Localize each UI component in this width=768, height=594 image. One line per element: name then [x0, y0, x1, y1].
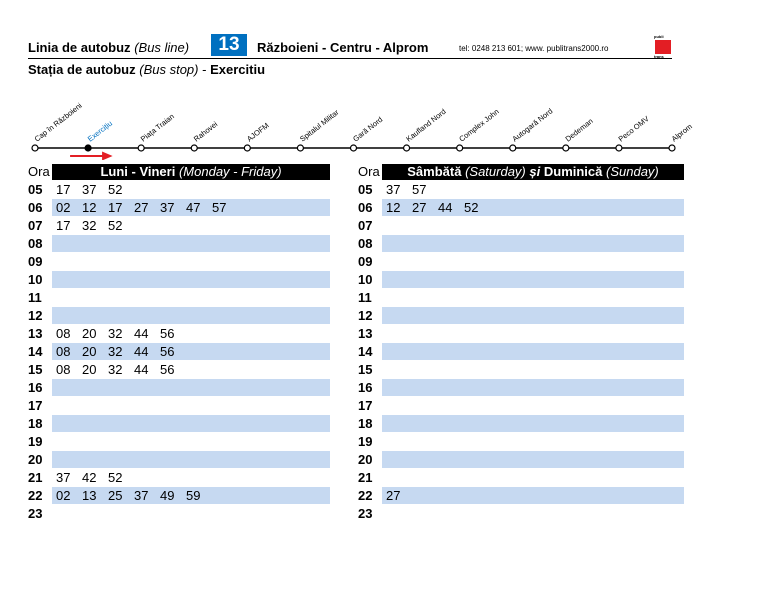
- minutes-cell: [382, 505, 684, 522]
- stop-separator: -: [202, 62, 207, 77]
- departure-minute: 56: [160, 344, 175, 359]
- timetable-row: [28, 469, 330, 486]
- minutes-cell: [382, 397, 684, 414]
- minutes-cell: [52, 235, 330, 252]
- hour-cell: 13: [358, 326, 373, 341]
- timetable-row: [358, 307, 684, 324]
- timetable-row: [358, 415, 684, 432]
- departure-minute: 59: [186, 488, 201, 503]
- timetable-row: [28, 415, 330, 432]
- route-stop-marker: [351, 145, 357, 151]
- departure-minute: 02: [56, 200, 71, 215]
- timetable-row: [28, 217, 330, 234]
- departure-minute: 57: [212, 200, 227, 215]
- hour-cell: 18: [358, 416, 373, 431]
- minutes-cell: [52, 217, 330, 234]
- hour-cell: 08: [358, 236, 373, 251]
- timetable-row: [28, 181, 330, 198]
- hour-cell: 09: [358, 254, 373, 269]
- departure-minute: 37: [134, 488, 149, 503]
- departure-minute: 20: [82, 362, 97, 377]
- timetable-row: [358, 325, 684, 342]
- route-stop-label: Complex John: [457, 106, 501, 144]
- route-stop-marker: [32, 145, 38, 151]
- weekend-title-bar: [382, 164, 684, 180]
- departure-minute: 47: [186, 200, 201, 215]
- timetable-row: [358, 397, 684, 414]
- minutes-cell: [52, 253, 330, 270]
- minutes-cell: [52, 451, 330, 468]
- stop-name: Exercitiu: [210, 62, 266, 77]
- weekday-title-bar: [52, 164, 330, 180]
- minutes-cell: [382, 325, 684, 342]
- hour-cell: 12: [28, 308, 43, 323]
- timetable-row: [358, 235, 684, 252]
- hour-cell: 10: [28, 272, 43, 287]
- timetable-row: [28, 289, 330, 306]
- departure-minute: 17: [56, 182, 71, 197]
- minutes-cell: [52, 343, 330, 360]
- timetable-row: [358, 343, 684, 360]
- route-stop-label: Kaufland Nord: [404, 106, 448, 144]
- route-stop-label: Piața Traian: [138, 111, 176, 144]
- minutes-cell: [382, 253, 684, 270]
- hour-cell: 11: [358, 290, 372, 305]
- hour-cell: 17: [28, 398, 43, 413]
- route-stop-label: Gară Nord: [351, 114, 385, 144]
- departure-minute: 08: [56, 326, 71, 341]
- timetable-row: [358, 253, 684, 270]
- departure-minute: 52: [108, 470, 123, 485]
- sunday-title: Duminică: [543, 164, 603, 179]
- route-stop-marker: [85, 145, 91, 151]
- departure-minute: 27: [134, 200, 149, 215]
- hour-cell: 16: [358, 380, 373, 395]
- hour-cell: 22: [358, 488, 373, 503]
- minutes-cell: [382, 181, 684, 198]
- timetable-row: [28, 505, 330, 522]
- hour-cell: 14: [358, 344, 373, 359]
- timetable-row: [358, 199, 684, 216]
- route-stop-label: Dedeman: [563, 116, 595, 144]
- minutes-cell: [382, 289, 684, 306]
- hour-cell: 19: [28, 434, 43, 449]
- hour-cell: 19: [358, 434, 373, 449]
- timetable-row: [358, 505, 684, 522]
- departure-minute: 37: [56, 470, 71, 485]
- minutes-cell: [52, 433, 330, 450]
- route-stop-marker: [616, 145, 622, 151]
- departure-minute: 17: [108, 200, 123, 215]
- hour-cell: 06: [28, 200, 43, 215]
- minutes-cell: [382, 235, 684, 252]
- minutes-cell: [382, 199, 684, 216]
- timetable-row: [358, 271, 684, 288]
- hour-cell: 23: [358, 506, 373, 521]
- departure-minute: 52: [108, 182, 123, 197]
- departure-minute: 32: [108, 326, 123, 341]
- hour-cell: 21: [358, 470, 373, 485]
- route-stop-label: Spitalul Militar: [298, 107, 341, 144]
- hour-cell: 15: [28, 362, 43, 377]
- minutes-cell: [52, 415, 330, 432]
- minutes-cell: [382, 361, 684, 378]
- header-divider: [28, 58, 672, 59]
- minutes-cell: [382, 379, 684, 396]
- minutes-cell: [52, 505, 330, 522]
- hour-cell: 15: [358, 362, 373, 377]
- stop-prefix: Stația de autobuz: [28, 62, 136, 77]
- minutes-cell: [52, 361, 330, 378]
- minutes-cell: [382, 343, 684, 360]
- departure-minute: 56: [160, 362, 175, 377]
- stop-label: [28, 62, 265, 77]
- route-stop-marker: [510, 145, 516, 151]
- hour-cell: 12: [358, 308, 373, 323]
- timetable-row: [358, 289, 684, 306]
- minutes-cell: [52, 487, 330, 504]
- minutes-cell: [52, 271, 330, 288]
- logo-red-block: [655, 40, 671, 54]
- timetable-row: [358, 487, 684, 504]
- route-stop-marker: [138, 145, 144, 151]
- timetable-row: [28, 307, 330, 324]
- departure-minute: 37: [82, 182, 97, 197]
- hour-cell: 05: [358, 182, 373, 197]
- timetable-row: [28, 271, 330, 288]
- route-stop-marker: [297, 145, 303, 151]
- minutes-cell: [52, 469, 330, 486]
- departure-minute: 08: [56, 344, 71, 359]
- line-label: [28, 40, 189, 55]
- hour-cell: 23: [28, 506, 43, 521]
- minutes-cell: [382, 217, 684, 234]
- hour-cell: 05: [28, 182, 43, 197]
- hour-cell: 22: [28, 488, 43, 503]
- timetable-row: [28, 379, 330, 396]
- stop-prefix-en: (Bus stop): [139, 62, 199, 77]
- departure-minute: 25: [108, 488, 123, 503]
- departure-minute: 12: [386, 200, 401, 215]
- departure-minute: 32: [108, 344, 123, 359]
- minutes-cell: [382, 307, 684, 324]
- route-stop-label: Rahovei: [191, 119, 220, 144]
- minutes-cell: [52, 199, 330, 216]
- line-number-badge: 13: [211, 34, 247, 56]
- timetable-row: [28, 433, 330, 450]
- timetable-row: [28, 487, 330, 504]
- weekend-and: și: [529, 164, 541, 179]
- route-stop-label: Alprom: [669, 121, 694, 144]
- departure-minute: 44: [134, 326, 149, 341]
- minutes-cell: [52, 181, 330, 198]
- departure-minute: 44: [134, 362, 149, 377]
- route-stop-label: Cap în Războieni: [32, 101, 84, 144]
- departure-minute: 57: [412, 182, 427, 197]
- departure-minute: 44: [438, 200, 453, 215]
- minutes-cell: [52, 397, 330, 414]
- weekday-title: Luni - Vineri: [100, 164, 176, 179]
- timetable-row: [28, 199, 330, 216]
- departure-minute: 49: [160, 488, 175, 503]
- minutes-cell: [52, 325, 330, 342]
- minutes-cell: [382, 433, 684, 450]
- hour-cell: 20: [358, 452, 373, 467]
- line-prefix-en: (Bus line): [134, 40, 190, 55]
- saturday-title-en: (Saturday): [465, 164, 526, 179]
- minutes-cell: [382, 469, 684, 486]
- logo-text-bottom: trans: [654, 54, 664, 59]
- departure-minute: 56: [160, 326, 175, 341]
- hour-cell: 08: [28, 236, 43, 251]
- route-stop-marker: [404, 145, 410, 151]
- route-diagram: [0, 80, 768, 160]
- departure-minute: 12: [82, 200, 97, 215]
- route-stop-marker: [457, 145, 463, 151]
- timetable-row: [28, 325, 330, 342]
- timetable-row: [358, 181, 684, 198]
- hour-cell: 07: [358, 218, 373, 233]
- hour-cell: 10: [358, 272, 373, 287]
- hour-cell: 11: [28, 290, 42, 305]
- hour-cell: 07: [28, 218, 43, 233]
- departure-minute: 44: [134, 344, 149, 359]
- publitrans-logo: [654, 34, 672, 58]
- hour-cell: 13: [28, 326, 43, 341]
- departure-minute: 37: [160, 200, 175, 215]
- departure-minute: 42: [82, 470, 97, 485]
- departure-minute: 27: [412, 200, 427, 215]
- departure-minute: 52: [464, 200, 479, 215]
- contact-info: tel: 0248 213 601; www. publitrans2000.ro: [459, 44, 609, 53]
- timetable-row: [28, 235, 330, 252]
- departure-minute: 08: [56, 362, 71, 377]
- line-prefix: Linia de autobuz: [28, 40, 131, 55]
- weekend-hour-label: Ora: [358, 164, 380, 179]
- departure-minute: 20: [82, 326, 97, 341]
- route-name: Războieni - Centru - Alprom: [257, 40, 429, 55]
- weekday-hour-label: Ora: [28, 164, 50, 179]
- timetable-row: [358, 433, 684, 450]
- departure-minute: 27: [386, 488, 401, 503]
- hour-cell: 18: [28, 416, 43, 431]
- departure-minute: 37: [386, 182, 401, 197]
- route-stop-marker: [669, 145, 675, 151]
- timetable-row: [358, 361, 684, 378]
- direction-arrow-icon: [70, 153, 110, 159]
- route-stop-marker: [244, 145, 250, 151]
- timetable-row: [28, 361, 330, 378]
- minutes-cell: [52, 289, 330, 306]
- timetable-row: [28, 343, 330, 360]
- minutes-cell: [382, 451, 684, 468]
- timetable-row: [358, 469, 684, 486]
- weekday-title-en: (Monday - Friday): [178, 164, 282, 179]
- hour-cell: 20: [28, 452, 43, 467]
- hour-cell: 21: [28, 470, 43, 485]
- logo-text-top: publi: [654, 34, 664, 39]
- hour-cell: 16: [28, 380, 43, 395]
- hour-cell: 14: [28, 344, 43, 359]
- minutes-cell: [52, 307, 330, 324]
- route-stop-label: Exercițiu: [85, 118, 114, 144]
- minutes-cell: [382, 415, 684, 432]
- timetable-row: [358, 379, 684, 396]
- departure-minute: 20: [82, 344, 97, 359]
- sunday-title-en: (Sunday): [606, 164, 659, 179]
- route-stop-label: Autogară Nord: [510, 106, 555, 144]
- departure-minute: 32: [108, 362, 123, 377]
- timetable-row: [358, 217, 684, 234]
- minutes-cell: [382, 487, 684, 504]
- route-stop-marker: [191, 145, 197, 151]
- timetable-row: [358, 451, 684, 468]
- route-stop-label: AJOFM: [245, 120, 271, 144]
- departure-minute: 02: [56, 488, 71, 503]
- departure-minute: 52: [108, 218, 123, 233]
- timetable-row: [28, 451, 330, 468]
- departure-minute: 17: [56, 218, 71, 233]
- departure-minute: 32: [82, 218, 97, 233]
- timetable-row: [28, 253, 330, 270]
- minutes-cell: [52, 379, 330, 396]
- hour-cell: 09: [28, 254, 43, 269]
- timetable-row: [28, 397, 330, 414]
- route-stop-marker: [563, 145, 569, 151]
- hour-cell: 17: [358, 398, 373, 413]
- departure-minute: 13: [82, 488, 97, 503]
- hour-cell: 06: [358, 200, 373, 215]
- saturday-title: Sâmbătă: [407, 164, 462, 179]
- minutes-cell: [382, 271, 684, 288]
- route-stop-label: Peco OMV: [616, 114, 651, 144]
